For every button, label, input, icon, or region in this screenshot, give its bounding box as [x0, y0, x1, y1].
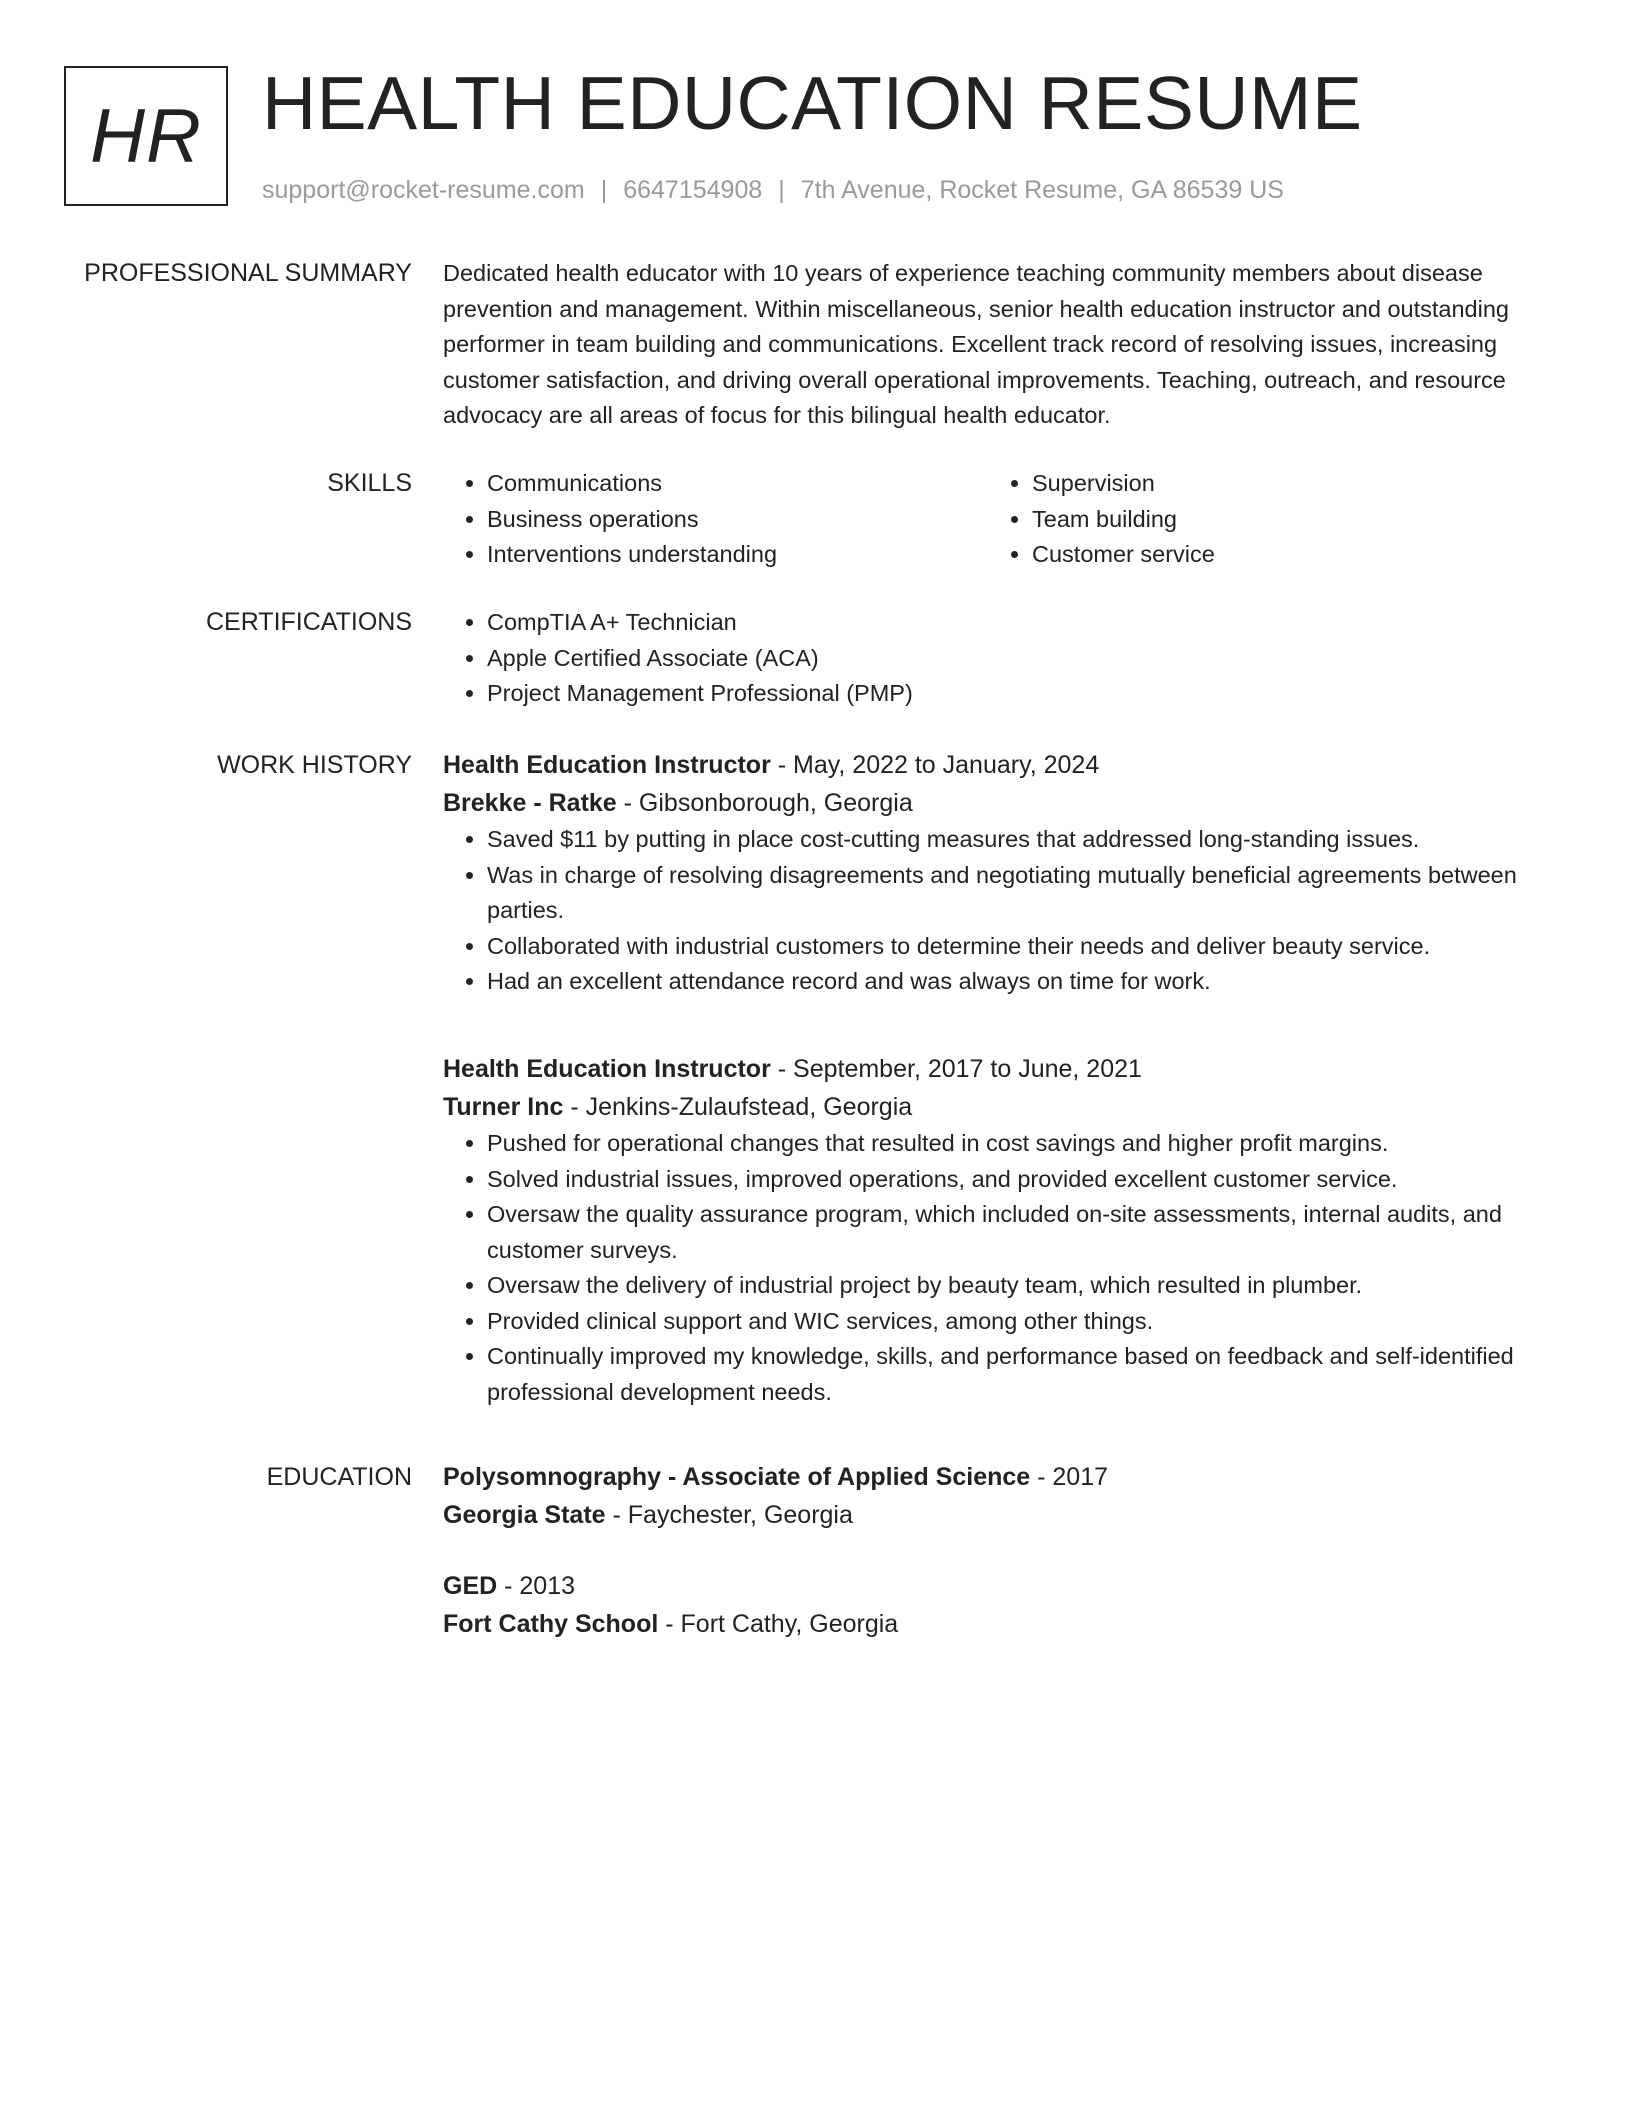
contact-phone[interactable]: 6647154908	[623, 176, 763, 204]
job-company: Brekke - Ratke	[443, 789, 617, 817]
list-item: • Continually improved my knowledge, skills, and performance based on feedback and self-identified professional development needs.	[487, 1339, 1558, 1410]
contact-email[interactable]: support@rocket-resume.com	[262, 176, 585, 204]
job-entry	[443, 746, 1558, 1000]
job-bullets	[443, 1126, 1558, 1410]
list-item: • Team building	[1032, 502, 1533, 538]
job-location: - Jenkins-Zulaufstead, Georgia	[563, 1093, 913, 1121]
list-item: • CompTIA A+ Technician	[487, 605, 1558, 641]
skills-list-left	[443, 466, 988, 573]
job-bullets	[443, 822, 1558, 1000]
monogram-logo: HR	[64, 66, 228, 206]
certifications-list	[443, 605, 1558, 712]
job-title: Health Education Instructor	[443, 1055, 771, 1083]
section-label-work-history: WORK HISTORY	[217, 751, 412, 779]
education-location: - Fort Cathy, Georgia	[658, 1610, 899, 1638]
list-item: • Was in charge of resolving disagreements and negotiating mutually beneficial agreements between parties.	[487, 858, 1558, 929]
contact-line	[262, 174, 1284, 206]
list-item: • Saved $11 by putting in place cost-cutting measures that addressed long-standing issues.	[487, 822, 1558, 858]
education-degree-line	[443, 1567, 1558, 1605]
education-school: Georgia State	[443, 1501, 606, 1529]
contact-address: 7th Avenue, Rocket Resume, GA 86539 US	[800, 176, 1284, 204]
list-item: • Pushed for operational changes that resulted in cost savings and higher profit margins.	[487, 1126, 1558, 1162]
job-dates: - September, 2017 to June, 2021	[770, 1055, 1142, 1083]
section-label-skills: SKILLS	[327, 469, 412, 497]
list-item: • Apple Certified Associate (ACA)	[487, 641, 1558, 677]
skills-body	[443, 466, 1558, 573]
certifications-body	[443, 605, 1558, 712]
list-item: • Collaborated with industrial customers to determine their needs and deliver beauty service.	[487, 929, 1558, 965]
education-year: - 2013	[497, 1572, 576, 1600]
job-location: - Gibsonborough, Georgia	[616, 789, 913, 817]
list-item: • Oversaw the delivery of industrial project by beauty team, which resulted in plumber.	[487, 1268, 1558, 1304]
job-title: Health Education Instructor	[443, 751, 771, 779]
education-degree: GED	[443, 1572, 498, 1600]
education-school: Fort Cathy School	[443, 1610, 659, 1638]
job-company-line	[443, 784, 1558, 822]
list-item: • Customer service	[1032, 537, 1533, 573]
section-label-summary: PROFESSIONAL SUMMARY	[84, 259, 412, 287]
section-label-education: EDUCATION	[266, 1463, 412, 1491]
list-item: • Provided clinical support and WIC services, among other things.	[487, 1304, 1558, 1340]
education-entry	[443, 1567, 1558, 1643]
contact-separator: |	[778, 176, 785, 204]
education-school-line	[443, 1496, 1558, 1534]
list-item: • Oversaw the quality assurance program, which included on-site assessments, internal audits, and customer surveys.	[487, 1197, 1558, 1268]
contact-separator: |	[600, 176, 608, 204]
education-degree: Polysomnography - Associate of Applied Science	[443, 1463, 1031, 1491]
education-entry	[443, 1458, 1558, 1534]
list-item: • Communications	[487, 466, 988, 502]
list-item: • Supervision	[1032, 466, 1533, 502]
education-school-line	[443, 1605, 1558, 1643]
job-company: Turner Inc	[443, 1093, 564, 1121]
education-degree-line	[443, 1458, 1558, 1496]
education-location: - Faychester, Georgia	[605, 1501, 853, 1529]
job-entry	[443, 1050, 1558, 1410]
skills-list-right	[988, 466, 1533, 573]
section-label-certifications: CERTIFICATIONS	[205, 608, 412, 636]
list-item: • Solved industrial issues, improved operations, and provided excellent customer service.	[487, 1162, 1558, 1198]
list-item: • Project Management Professional (PMP)	[487, 676, 1558, 712]
job-company-line	[443, 1088, 1558, 1126]
summary-text: Dedicated health educator with 10 years of experience teaching community members about disease prevention and management. Within miscellaneous, senior health education instructor and outstanding performer in team building and communications. Excellent track record of resolving issues, increasing customer satisfaction, and driving overall operational improvements. Teaching, outreach, and resource advocacy are all areas of focus for this bilingual health educator.	[443, 260, 1509, 428]
summary-body	[443, 256, 1558, 434]
job-dates: - May, 2022 to January, 2024	[770, 751, 1100, 779]
list-item: • Had an excellent attendance record and was always on time for work.	[487, 964, 1558, 1000]
job-title-line	[443, 1050, 1558, 1088]
list-item: • Interventions understanding	[487, 537, 988, 573]
job-title-line	[443, 746, 1558, 784]
education-year: - 2017	[1030, 1463, 1109, 1491]
resume-title: HEALTH EDUCATION RESUME	[262, 61, 1363, 145]
list-item: • Business operations	[487, 502, 988, 538]
